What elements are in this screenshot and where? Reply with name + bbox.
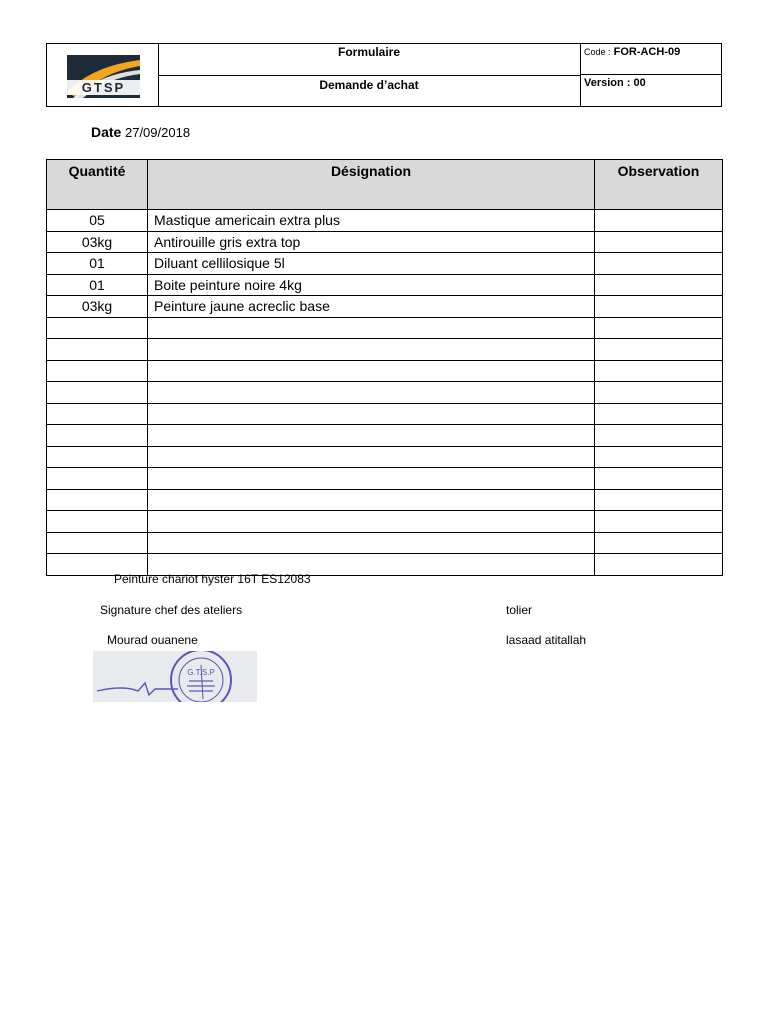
table-row xyxy=(47,231,723,253)
table-row xyxy=(47,274,723,296)
cell-observation xyxy=(595,339,723,361)
cell-quantite xyxy=(47,468,148,490)
role-right: tolier xyxy=(506,603,533,617)
form-title: Formulaire xyxy=(158,44,580,76)
form-subtitle: Demande d’achat xyxy=(319,78,419,92)
version-label: Version : xyxy=(584,77,631,89)
cell-quantite xyxy=(47,489,148,511)
cell-observation xyxy=(595,532,723,554)
table-row xyxy=(47,403,723,425)
table-row xyxy=(47,425,723,447)
cell-observation xyxy=(595,489,723,511)
cell-quantite xyxy=(47,511,148,533)
cell-observation xyxy=(595,425,723,447)
version-row xyxy=(581,75,721,106)
date-line xyxy=(91,124,190,140)
logo-cell xyxy=(47,44,159,106)
signatory-name: Mourad ouanene xyxy=(107,633,198,647)
cell-quantite xyxy=(47,532,148,554)
cell-observation xyxy=(595,468,723,490)
cell-designation: Mastique americain extra plus xyxy=(148,210,595,232)
cell-observation xyxy=(595,554,723,576)
cell-designation xyxy=(148,468,595,490)
column-header-observation: Observation xyxy=(595,160,723,210)
cell-designation xyxy=(148,511,595,533)
cell-quantite xyxy=(47,403,148,425)
code-row xyxy=(581,44,721,75)
cell-quantite xyxy=(47,382,148,404)
code-value: FOR-ACH-09 xyxy=(613,46,681,58)
logo-text: GTSP xyxy=(81,80,126,95)
table-row xyxy=(47,511,723,533)
cell-designation xyxy=(148,425,595,447)
stamp-signature-image xyxy=(93,651,257,702)
vehicle-note: Peinture chariot hyster 16T ES12083 xyxy=(114,572,311,586)
table-row xyxy=(47,468,723,490)
title-cell xyxy=(158,44,581,106)
cell-designation xyxy=(148,360,595,382)
cell-quantite xyxy=(47,425,148,447)
table-row xyxy=(47,382,723,404)
cell-quantite xyxy=(47,317,148,339)
table-row xyxy=(47,360,723,382)
cell-observation xyxy=(595,210,723,232)
table-row xyxy=(47,253,723,275)
cell-designation xyxy=(148,489,595,511)
cell-observation xyxy=(595,360,723,382)
cell-designation xyxy=(148,446,595,468)
cell-observation xyxy=(595,296,723,318)
form-header xyxy=(46,43,722,107)
cell-observation xyxy=(595,511,723,533)
signature-label: Signature chef des ateliers xyxy=(100,603,243,617)
cell-observation xyxy=(595,231,723,253)
cell-designation xyxy=(148,532,595,554)
cell-designation: Peinture jaune acreclic base xyxy=(148,296,595,318)
cell-designation xyxy=(148,317,595,339)
cell-observation xyxy=(595,253,723,275)
cell-designation xyxy=(148,382,595,404)
cell-designation xyxy=(148,403,595,425)
table-row xyxy=(47,296,723,318)
cell-observation xyxy=(595,274,723,296)
cell-observation xyxy=(595,317,723,339)
table-row xyxy=(47,532,723,554)
gtsp-logo xyxy=(47,44,158,106)
table-row xyxy=(47,317,723,339)
code-cell xyxy=(581,44,721,106)
date-value: 27/09/2018 xyxy=(124,125,191,140)
table-row xyxy=(47,210,723,232)
table-row xyxy=(47,489,723,511)
cell-quantite xyxy=(47,360,148,382)
cell-quantite: 03kg xyxy=(47,296,148,318)
cell-observation xyxy=(595,382,723,404)
table-row xyxy=(47,339,723,361)
table-header-row xyxy=(47,160,723,210)
date-label: Date xyxy=(91,124,122,140)
cell-observation xyxy=(595,403,723,425)
stamp-icon xyxy=(93,651,257,702)
order-table xyxy=(46,159,723,576)
cell-designation: Diluant cellilosique 5l xyxy=(148,253,595,275)
column-header-quantite: Quantité xyxy=(47,160,148,210)
cell-quantite: 01 xyxy=(47,274,148,296)
cell-quantite xyxy=(47,446,148,468)
cell-designation: Antirouille gris extra top xyxy=(148,231,595,253)
code-label: Code : xyxy=(584,47,611,57)
table-row xyxy=(47,446,723,468)
cell-quantite: 01 xyxy=(47,253,148,275)
cell-designation xyxy=(148,339,595,361)
cell-observation xyxy=(595,446,723,468)
name-right: lasaad atitallah xyxy=(506,633,587,647)
cell-quantite xyxy=(47,339,148,361)
cell-quantite: 03kg xyxy=(47,231,148,253)
cell-quantite: 05 xyxy=(47,210,148,232)
cell-designation: Boite peinture noire 4kg xyxy=(148,274,595,296)
column-header-designation: Désignation xyxy=(148,160,595,210)
stamp-text: G.T.S.P xyxy=(187,668,215,677)
version-value: 00 xyxy=(633,77,646,89)
